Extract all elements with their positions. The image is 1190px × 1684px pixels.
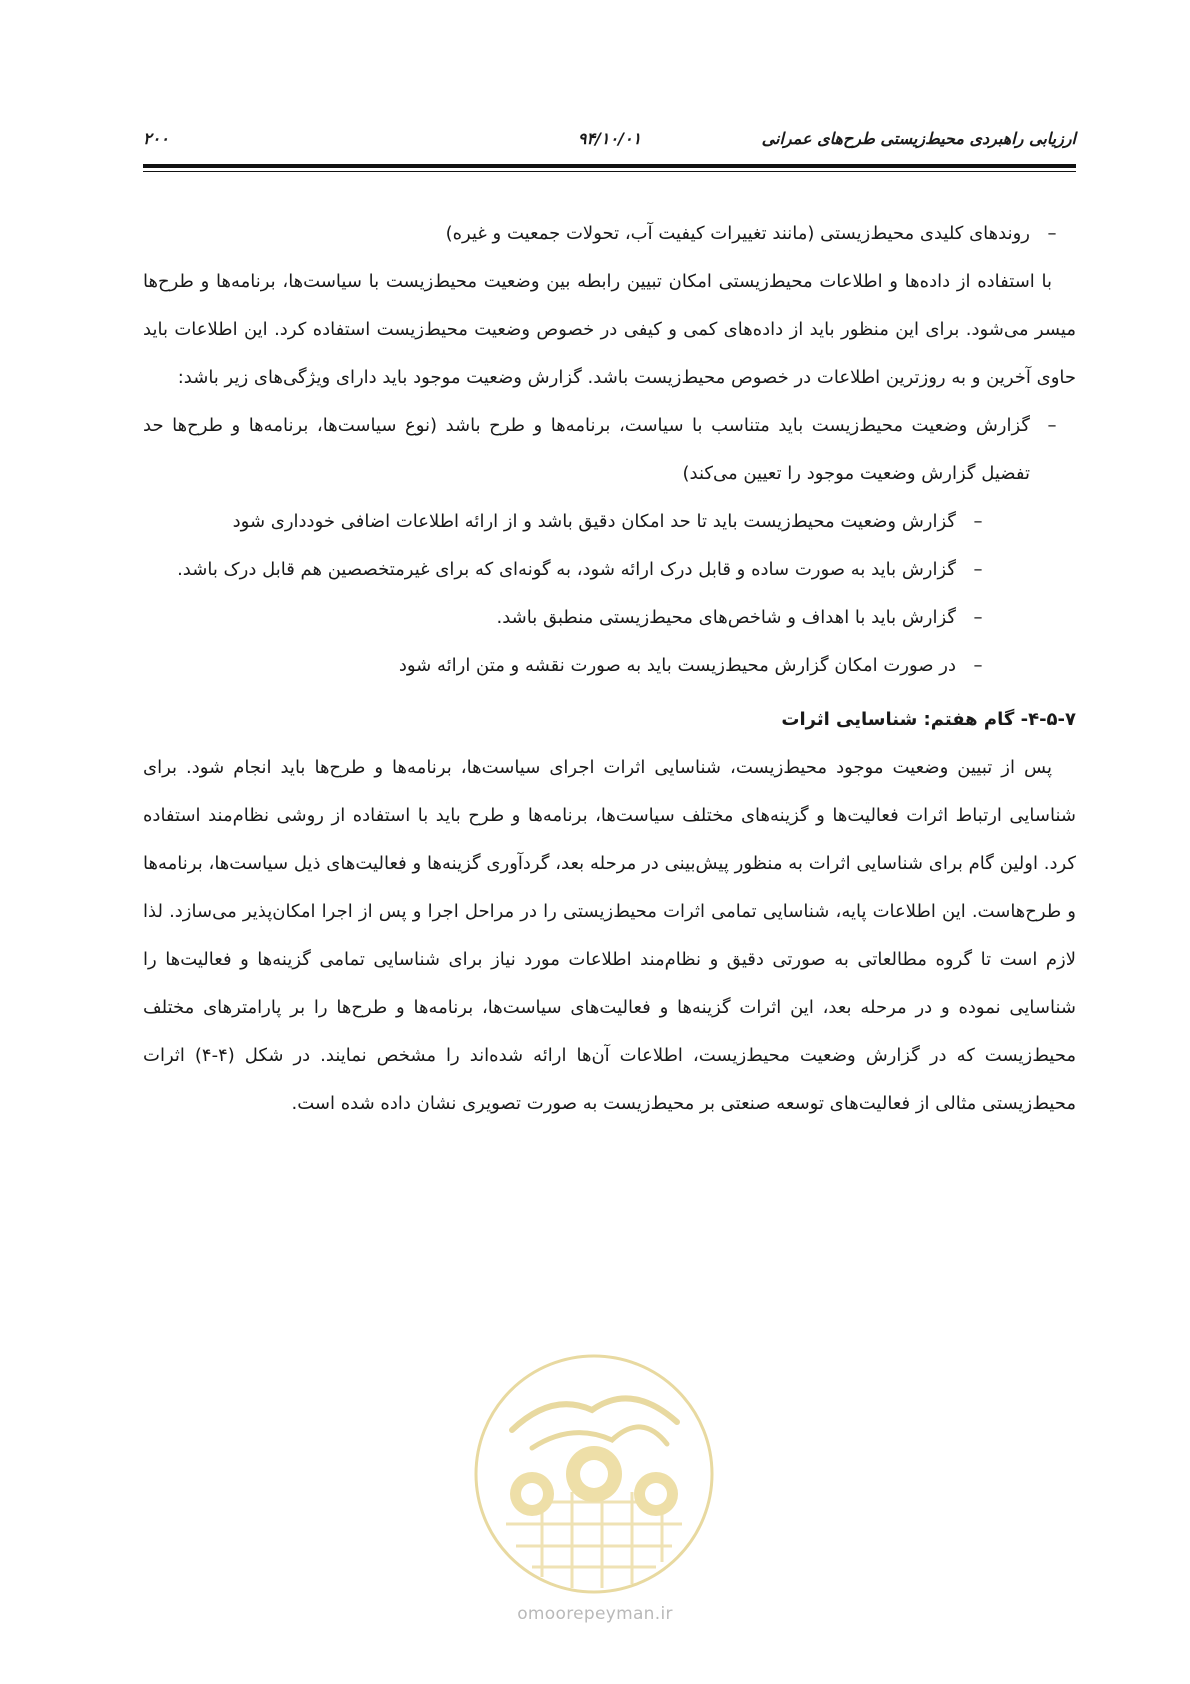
paragraph: پس از تبیین وضعیت موجود محیط‌زیست، شناسایی اثرات اجرای سیاست‌ها، برنامه‌ها و طرح‌ها باید انجام شود. برای شناسایی ارتباط اثرات فعالیت‌ها و گزینه‌های مختلف سیاست‌ها، برنامه‌ها و طرح باید با استفاده از روشی نظام‌مند استفاده کرد. اولین گام برای شناسایی اثرات به منظور پیش‌بینی در مرحله بعد، گردآوری گزینه‌ها و فعالیت‌های ذیل سیاست‌ها، برنامه‌ها و طرح‌هاست. این اطلاعات پایه، شناسایی تمامی اثرات محیط‌زیستی را در مراحل اجرا و پس از اجرا امکان‌پذیر می‌سازد. لذا لازم است تا گروه مطالعاتی به صورتی دقیق و نظام‌مند اطلاعات مورد نیاز برای شناسایی تمامی گزینه‌ها و فعالیت‌ها را شناسایی نموده و در مرحله بعد، این اثرات گزینه‌ها و فعالیت‌های سیاست‌ها، برنامه‌ها و طرح‌ها را بر پارامترهای مختلف محیط‌زیست که در گزارش وضعیت محیط‌زیست، اطلاعات آن‌ها ارائه شده‌اند را مشخص نمایند. در شکل (۴-۴) اثرات محیط‌زیستی مثالی از فعالیت‌های توسعه صنعتی بر محیط‌زیست به صورت تصویری نشان داده شده است. xyxy=(143,757,1077,1114)
header-rule-thin xyxy=(143,171,1076,172)
list-item xyxy=(143,402,1076,498)
dash-bullet-icon: – xyxy=(973,607,983,628)
page-header xyxy=(143,126,1076,152)
header-rule-thick xyxy=(143,164,1076,168)
list-item xyxy=(143,210,1076,258)
watermark-site-text: omoorepeyman.ir xyxy=(517,1604,673,1624)
bullet-text: گزارش باید با اهداف و شاخص‌های محیط‌زیستی منطبق باشد. xyxy=(496,607,956,628)
dash-bullet-icon: – xyxy=(973,655,983,676)
section-heading: ۴-۵-۷- گام هفتم: شناسایی اثرات xyxy=(781,709,1076,730)
dash-bullet-icon: – xyxy=(1047,415,1057,436)
header-title: ارزیابی راهبردی محیط‌زیستی طرح‌های عمرانی xyxy=(761,129,1076,148)
body-text xyxy=(143,210,1076,1128)
list-item xyxy=(143,546,1076,594)
dash-bullet-icon: – xyxy=(973,559,983,580)
dash-bullet-icon: – xyxy=(973,511,983,532)
bullet-text: گزارش وضعیت محیط‌زیست باید تا حد امکان دقیق باشد و از ارائه اطلاعات اضافی خودداری شود xyxy=(232,511,956,532)
paragraph: با استفاده از داده‌ها و اطلاعات محیط‌زیستی امکان تبیین رابطه بین وضعیت محیط‌زیست با سیاست‌ها، برنامه‌ها و طرح‌ها میسر می‌شود. برای این منظور باید از داده‌های کمی و کیفی در خصوص وضعیت محیط‌زیست استفاده کرد. این اطلاعات باید حاوی آخرین و به روزترین اطلاعات در خصوص محیط‌زیست باشد. گزارش وضعیت موجود باید دارای ویژگی‌های زیر باشد: xyxy=(143,271,1076,388)
list-item xyxy=(143,642,1076,690)
bullet-text: گزارش باید به صورت ساده و قابل درک ارائه شود، به گونه‌ای که برای غیرمتخصصین هم قابل درک باشد. xyxy=(177,559,956,580)
watermark-seal-logo xyxy=(472,1352,716,1596)
bullet-text: گزارش وضعیت محیط‌زیست باید متناسب با سیاست، برنامه‌ها و طرح باشد (نوع سیاست‌ها، برنامه‌ها و طرح‌ها حد تفضیل گزارش وضعیت موجود را تعیین می‌کند) xyxy=(143,415,1030,484)
bullet-text: در صورت امکان گزارش محیط‌زیست باید به صورت نقشه و متن ارائه شود xyxy=(398,655,956,676)
bullet-text: روندهای کلیدی محیط‌زیستی (مانند تغییرات کیفیت آب، تحولات جمعیت و غیره) xyxy=(445,223,1030,244)
list-item xyxy=(143,498,1076,546)
dash-bullet-icon: – xyxy=(1047,223,1057,244)
list-item xyxy=(143,594,1076,642)
header-date: ۹۴/۱۰/۰۱ xyxy=(577,129,642,148)
page-number: ۲۰۰ xyxy=(143,129,169,148)
